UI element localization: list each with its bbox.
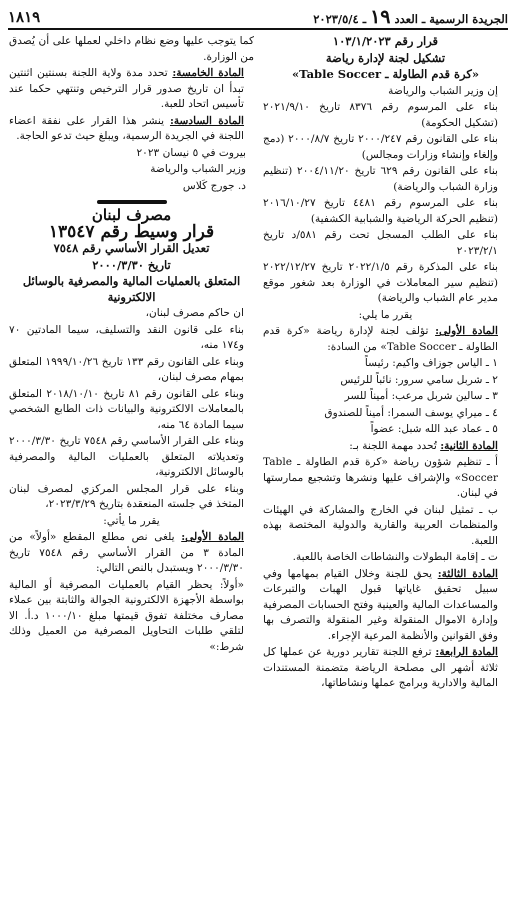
- article-2-item: أ ـ تنظيم شؤون رياضة «كرة قدم الطاولة ـ Table Soccer» والإشراف عليها ونشرها وتشجيع ممارستها في لبنان.: [263, 456, 498, 499]
- decision-2-subject: المتعلق بالعمليات المالية والمصرفية بالوسائل الالكترونية: [22, 274, 241, 304]
- issue-date: ـ ٢٠٢٣/٥/٤: [313, 12, 367, 26]
- article-2-item: ب ـ تمثيل لبنان في الخارج والمشاركة في الهيئات والمنظمات العربية والقارية والدولية المختصة بهذه اللعبة.: [263, 503, 498, 547]
- decision-subtitle: «كرة قدم الطاولة ـ Table Soccer»: [291, 67, 480, 81]
- article-3: المادة الثالثة: يحق للجنة وخلال القيام بمهامها وفي سبيل تحقيق غاياتها قبول الهبات والتبرعات والمساعدات المالية والعينية وفتح الحسابات المصرفية وإدارة الاموال المنقولة وغير المنقولة والتصرف بها وفق القوانين والأنظمة المرعية الإجراء.: [263, 567, 498, 642]
- left-column: [9, 34, 254, 693]
- page-header: [8, 6, 508, 30]
- preamble-line: بناء على المرسوم رقم ٨٣٧٦ تاريخ ٢٠٢١/٩/١٠ (تشكيل الحكومة): [263, 101, 498, 129]
- decides-line: يقرر ما يأتي:: [103, 514, 160, 527]
- preamble-line: بناء على قانون النقد والتسليف، سيما المادتين ٧٠ و١٧٤ منه،: [9, 323, 244, 351]
- preamble-line: وبناء على القانون رقم ٨١ تاريخ ٢٠١٨/١٠/١٠ المتعلق بالمعاملات الالكترونية والبيانات ذات الطابع الشخصي سيما المادة ٦٤ منه،: [9, 387, 244, 431]
- preamble-line: وبناء على قرار المجلس المركزي لمصرف لبنان المتخذ في جلسته المنعقدة بتاريخ ٢٠٢٣/٣/٢٩،: [9, 482, 244, 510]
- member-item: ٤ ـ ميراي يوسف السمرا: أميناً للصندوق: [324, 406, 498, 419]
- columns: [8, 34, 508, 693]
- preamble-line: وبناء على القانون رقم ١٣٣ تاريخ ١٩٩٩/١٠/٢٦ المتعلق بمهام مصرف لبنان،: [9, 355, 244, 383]
- issue-info: الجريدة الرسمية ـ العدد ١٩ ـ ٢٠٢٣/٥/٤: [313, 6, 508, 28]
- decision-2-quote: «أولاً: يحظر القيام بالعمليات المصرفية أو المالية بواسطة الأجهزة الالكترونية الجوالة والثابتة بين عملاء مصارف مختلفة تفوق قيمتها مبلغ ١٠٠٠/١٠ د.أ. الا لتلقي طلبات التحاويل المصرفية من العميل وذلك شرط:»: [9, 578, 244, 653]
- decision-number: قرار رقم ١٠٣/١/٢٠٢٣: [332, 34, 439, 48]
- preamble-line: بناء على المذكرة رقم ٢٠٢٢/١/٥ تاريخ ٢٠٢٢/١٢/٢٧ (تنظيم سير المعاملات في الوزارة بعد شغور موقع مدير عام الشباب والرياضة): [263, 261, 498, 304]
- continued-text: كما يتوجب عليها وضع نظام داخلي لعملها على أن يُصدق من الوزارة.: [9, 35, 254, 63]
- member-item: ٥ ـ عماد عبد الله شبل: عضواً: [370, 423, 498, 435]
- signature-name: د. جورج كَلاس: [182, 179, 246, 192]
- issue-number: ١٩: [370, 6, 391, 28]
- member-item: ٢ ـ شربل سامي سرور: نائباً للرئيس: [340, 373, 498, 386]
- preamble-line: بناء على القانون رقم ٢٠٠٠/٢٤٧ تاريخ ٢٠٠٠/٨/٧ (دمج وإلغاء وإنشاء وزارات ومجالس): [263, 133, 498, 161]
- section-divider: [9, 200, 254, 204]
- preamble-line: ان حاكم مصرف لبنان،: [145, 307, 244, 319]
- article-2-item: ت ـ إقامة البطولات والنشاطات الخاصة باللعبة.: [292, 551, 498, 563]
- member-item: ١ ـ الياس جوزاف واكيم: رئيساً: [364, 357, 498, 369]
- article-4: المادة الرابعة: ترفع اللجنة تقارير دورية عن عملها كل ثلاثة أشهر الى مصلحة الرياضة متضمنة المستندات المالية والادارية وبرامج عملها ونشاطاتها،: [263, 646, 498, 689]
- decision-2-number: قرار وسيط رقم ١٣٥٤٧: [48, 221, 215, 242]
- signature-title: وزير الشباب والرياضة: [150, 163, 246, 175]
- preamble-line: إن وزير الشباب والرياضة: [388, 84, 498, 97]
- preamble-line: بناء على القانون رقم ٦٢٩ تاريخ ٢٠٠٤/١١/٢٠ (تنظيم وزارة الشباب والرياضة): [263, 165, 498, 193]
- preamble-line: بناء على الطلب المسجل تحت رقم ٥٨١/د تاريخ ٢٠٢٣/٢/١: [263, 229, 499, 257]
- preamble-line: بناء على المرسوم رقم ٤٤٨١ تاريخ ٢٠١٦/١٠/٢٧ (تنظيم الحركة الرياضية والشبابية الكشفية): [263, 197, 498, 225]
- article-5: المادة الخامسة: تحدد مدة ولاية اللجنة بسنتين اثنتين تبدأ ان تاريخ صدور قرار الترخيص وتنتهي حكما عند تأسيس اتحاد للعبة.: [9, 67, 245, 110]
- article-1: المادة الأولى: تؤلف لجنة لإدارة رياضة «كرة قدم الطاولة ـ Table Soccer» من السادة:: [263, 325, 498, 353]
- preamble-line: وبناء على القرار الأساسي رقم ٧٥٤٨ تاريخ ٢٠٠٠/٣/٣٠ وتعديلاته المتعلق بالعمليات المالية والمصرفية بالوسائل الالكترونية،: [9, 435, 244, 478]
- decides-line: يقرر ما يلي:: [358, 308, 413, 321]
- article-6: المادة السادسة: ينشر هذا القرار على نفقة اعضاء اللجنة في الجريدة الرسمية، ويبلغ حيث تدعو الحاجة.: [9, 114, 245, 142]
- decision-title: تشكيل لجنة لإدارة رياضة: [325, 50, 446, 65]
- signature-place: بيروت في ٥ نيسان ٢٠٢٣: [136, 146, 246, 159]
- member-item: ٣ ـ سالين شربل مرعب: أميناً للسر: [344, 390, 498, 402]
- right-column: [263, 34, 508, 693]
- page-number: ١٨١٩: [8, 8, 41, 26]
- decision-2-date: تاريخ ٢٠٠٠/٣/٣٠: [92, 257, 171, 272]
- article-2: المادة الثانية: تُحدد مهمة اللجنة بـ:: [349, 439, 498, 452]
- bank-heading: مصرف لبنان: [91, 206, 172, 224]
- decision-2-title: تعديل القرار الأساسي رقم ٧٥٤٨: [53, 241, 210, 255]
- decision-2-article-1: المادة الأولى: يلغى نص مطلع المقطع «أولاً» من المادة ٣ من القرار الأساسي رقم ٧٥٤٨ تاريخ ٢٠٠٠/٣/٣٠ ويستبدل بالنص التالي:: [9, 531, 244, 574]
